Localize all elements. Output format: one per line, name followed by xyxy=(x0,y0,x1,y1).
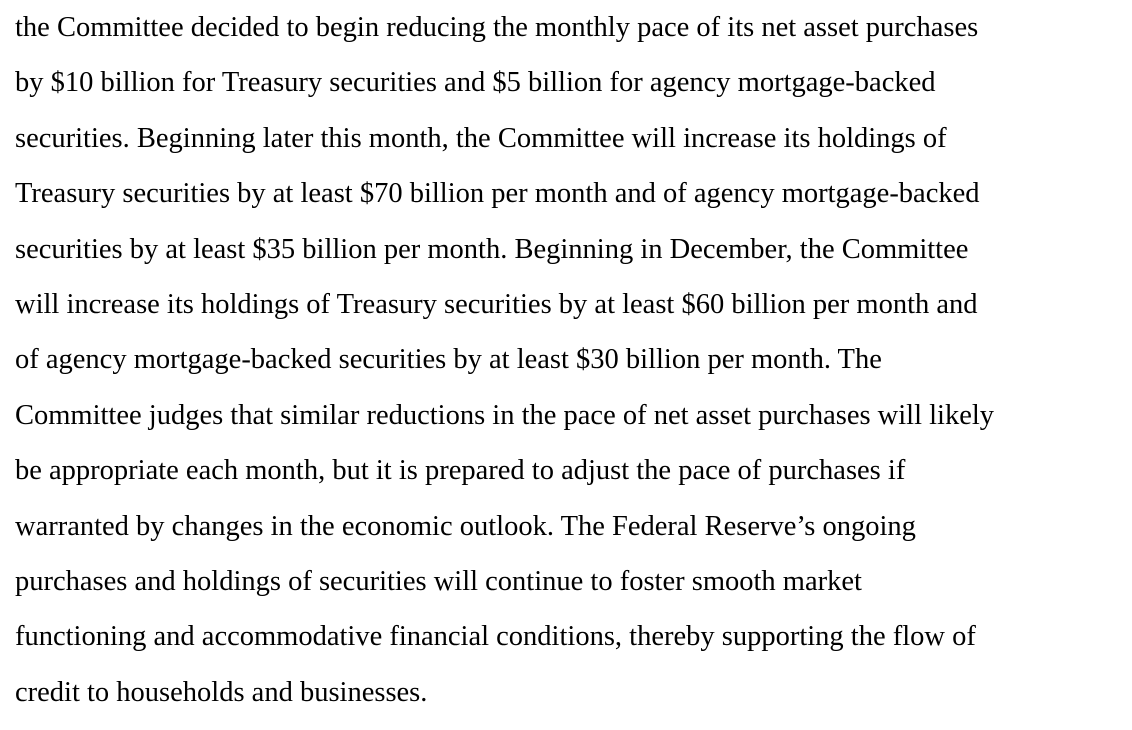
paragraph-line-1: the Committee decided to begin reducing the monthly pace of its net asset purchases xyxy=(15,12,979,43)
paragraph-line-5: securities by at least $35 billion per month. Beginning in December, the Committee xyxy=(15,233,969,265)
paragraph-line-11: purchases and holdings of securities will continue to foster smooth market xyxy=(15,565,862,597)
paragraph-line-8: Committee judges that similar reductions in the pace of net asset purchases will likely xyxy=(15,399,995,431)
paragraph-line-12: functioning and accommodative financial conditions, thereby supporting the flow of xyxy=(15,621,976,653)
paragraph-line-13: credit to households and businesses. xyxy=(15,676,428,708)
paragraph-line-7: of agency mortgage-backed securities by at least $30 billion per month. The xyxy=(15,344,882,376)
paragraph-line-2: by $10 billion for Treasury securities and $5 billion for agency mortgage-backed xyxy=(15,67,936,99)
document-paragraph xyxy=(15,0,1125,720)
paragraph-line-3: securities. Beginning later this month, the Committee will increase its holdings of xyxy=(15,122,947,154)
paragraph-line-9: be appropriate each month, but it is prepared to adjust the pace of purchases if xyxy=(15,455,906,487)
paragraph-line-6: will increase its holdings of Treasury securities by at least $60 billion per month and xyxy=(15,288,978,320)
paragraph-line-10: warranted by changes in the economic outlook. The Federal Reserve’s ongoing xyxy=(15,510,916,542)
paragraph-line-4: Treasury securities by at least $70 billion per month and of agency mortgage-backed xyxy=(15,178,980,210)
